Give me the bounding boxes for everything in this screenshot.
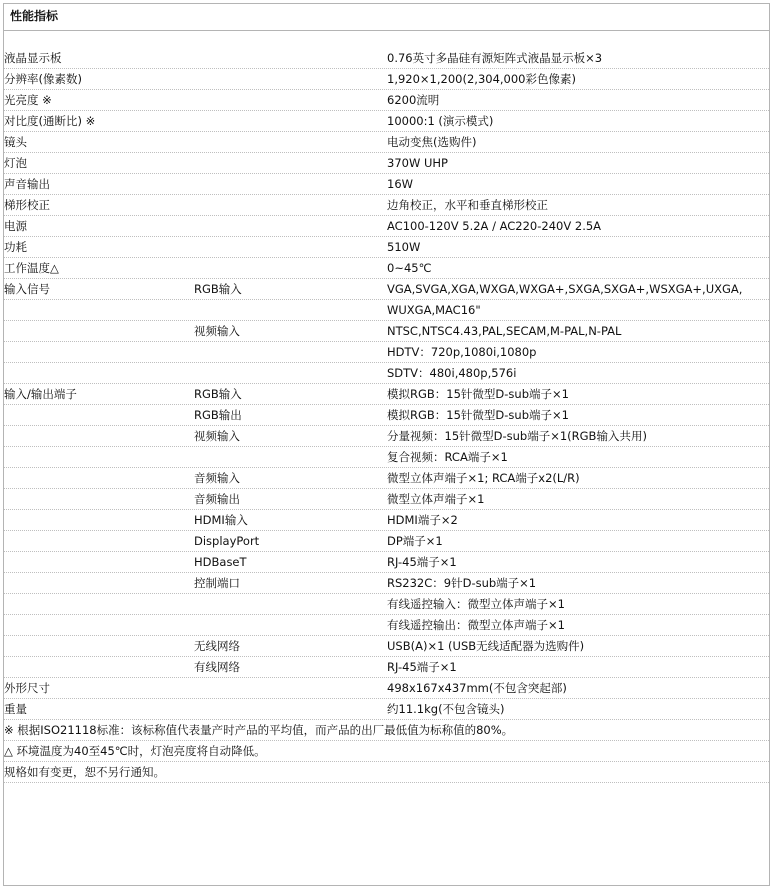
spec-row: [4, 657, 769, 678]
spec-label: 功耗: [4, 240, 27, 254]
spec-value: 边角校正，水平和垂直梯形校正: [387, 198, 548, 212]
spec-row: [4, 132, 769, 153]
spec-row: [4, 111, 769, 132]
spec-row: [4, 573, 769, 594]
spec-row: [4, 678, 769, 699]
spec-row: [4, 531, 769, 552]
spec-value: 有线遥控输入：微型立体声端子×1: [387, 597, 565, 611]
spec-row: [4, 153, 769, 174]
spec-row: [4, 489, 769, 510]
spec-label: 重量: [4, 702, 27, 716]
spec-label: 液晶显示板: [4, 51, 62, 65]
spec-sublabel: RGB输入: [194, 282, 242, 296]
footnote-row: [4, 762, 769, 783]
spec-row: [4, 363, 769, 384]
spec-value: 498x167x437mm(不包含突起部): [387, 681, 567, 695]
spec-row: [4, 594, 769, 615]
spec-sublabel: 音频输入: [194, 471, 240, 485]
spec-value: 微型立体声端子×1: [387, 492, 485, 506]
spec-row: [4, 510, 769, 531]
spec-label: 分辨率(像素数): [4, 72, 82, 86]
spec-value: 电动变焦(选购件): [387, 135, 477, 149]
spec-label: 电源: [4, 219, 27, 233]
spec-value: 模拟RGB：15针微型D-sub端子×1: [387, 408, 569, 422]
spec-value: 分量视频：15针微型D-sub端子×1(RGB输入共用): [387, 429, 647, 443]
spec-row: [4, 216, 769, 237]
spec-label: 灯泡: [4, 156, 27, 170]
spec-value: 510W: [387, 240, 421, 254]
spec-value: 6200流明: [387, 93, 440, 107]
spec-label: 对比度(通断比) ※: [4, 114, 96, 128]
spec-row: [4, 321, 769, 342]
spec-row: [4, 699, 769, 720]
spec-value: 复合视频：RCA端子×1: [387, 450, 508, 464]
footnote-row: [4, 720, 769, 741]
spec-label: 光亮度 ※: [4, 93, 52, 107]
spec-sublabel: HDMI输入: [194, 513, 248, 527]
spec-value: RJ-45端子×1: [387, 555, 457, 569]
spec-row: [4, 342, 769, 363]
spec-label: 工作温度△: [4, 261, 59, 275]
spec-label: 外形尺寸: [4, 681, 50, 695]
spec-row: [4, 258, 769, 279]
spec-sublabel: HDBaseT: [194, 555, 247, 569]
spec-sublabel: 无线网络: [194, 639, 240, 653]
spec-row: [4, 90, 769, 111]
spec-value: DP端子×1: [387, 534, 443, 548]
spec-header: [4, 4, 769, 31]
spec-value: NTSC,NTSC4.43,PAL,SECAM,M-PAL,N-PAL: [387, 324, 622, 338]
spec-label: 声音输出: [4, 177, 50, 191]
spec-row: [4, 636, 769, 657]
spec-row: [4, 69, 769, 90]
spec-value: 微型立体声端子×1; RCA端子x2(L/R): [387, 471, 580, 485]
footnote-row: [4, 741, 769, 762]
spec-row: [4, 174, 769, 195]
spec-sublabel: 有线网络: [194, 660, 240, 674]
spec-value: 10000:1 (演示模式): [387, 114, 494, 128]
spec-sublabel: 视频输入: [194, 429, 240, 443]
spec-panel: [3, 3, 770, 886]
spec-row: [4, 300, 769, 321]
spec-row: [4, 384, 769, 405]
spec-row: [4, 405, 769, 426]
spec-row: [4, 195, 769, 216]
spec-sublabel: RGB输出: [194, 408, 242, 422]
spec-value: 约11.1kg(不包含镜头): [387, 702, 505, 716]
spec-label: 输入信号: [4, 282, 50, 296]
footnote: 规格如有变更，恕不另行通知。: [4, 765, 165, 779]
spec-row: [4, 468, 769, 489]
spec-sublabel: 视频输入: [194, 324, 240, 338]
spec-row: [4, 426, 769, 447]
spec-row: [4, 447, 769, 468]
spec-row: [4, 237, 769, 258]
spec-value: RJ-45端子×1: [387, 660, 457, 674]
spec-value: RS232C：9针D-sub端子×1: [387, 576, 537, 590]
spec-value: 模拟RGB：15针微型D-sub端子×1: [387, 387, 569, 401]
spec-table: [4, 48, 769, 783]
spec-label: 梯形校正: [4, 198, 50, 212]
spec-value: AC100-120V 5.2A / AC220-240V 2.5A: [387, 219, 602, 233]
spec-title: 性能指标: [10, 9, 59, 23]
spec-sublabel: DisplayPort: [194, 534, 260, 548]
spec-row: [4, 279, 769, 300]
spec-value: VGA,SVGA,XGA,WXGA,WXGA+,SXGA,SXGA+,WSXGA+,UXGA,: [387, 282, 743, 296]
spec-row: [4, 48, 769, 69]
spec-value: 0.76英寸多晶硅有源矩阵式液晶显示板×3: [387, 51, 603, 65]
spec-label: 镜头: [4, 135, 27, 149]
spec-label: 输入/输出端子: [4, 387, 77, 401]
spec-value: 1,920×1,200(2,304,000彩色像素): [387, 72, 576, 86]
spec-value: 有线遥控输出：微型立体声端子×1: [387, 618, 565, 632]
spec-sublabel: RGB输入: [194, 387, 242, 401]
spec-value: HDMI端子×2: [387, 513, 458, 527]
footnote: △ 环境温度为40至45℃时，灯泡亮度将自动降低。: [4, 744, 266, 758]
spec-value: 370W UHP: [387, 156, 448, 170]
spec-value: USB(A)×1 (USB无线适配器为选购件): [387, 639, 585, 653]
spec-row: [4, 615, 769, 636]
spec-value: 16W: [387, 177, 414, 191]
spec-value: 0~45℃: [387, 261, 432, 275]
spec-value: WUXGA,MAC16": [387, 303, 481, 317]
spec-value: SDTV：480i,480p,576i: [387, 366, 517, 380]
spec-sublabel: 音频输出: [194, 492, 240, 506]
spec-value: HDTV：720p,1080i,1080p: [387, 345, 537, 359]
spec-row: [4, 552, 769, 573]
footnote: ※ 根据ISO21118标准：该标称值代表量产时产品的平均值，而产品的出厂最低值为标称值的80%。: [4, 723, 514, 737]
spec-sublabel: 控制端口: [194, 576, 240, 590]
